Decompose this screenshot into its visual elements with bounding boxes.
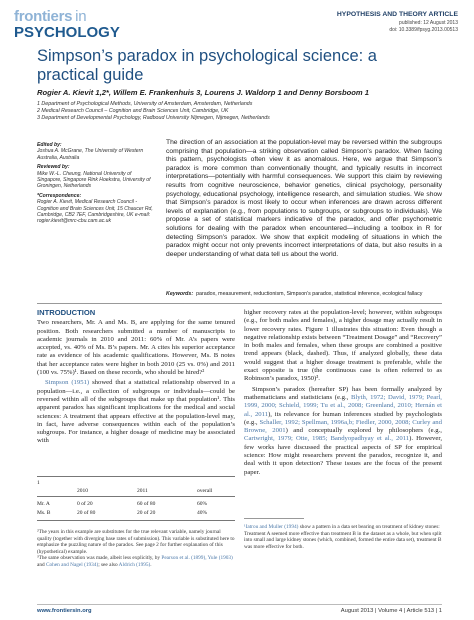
table-row: [37, 508, 235, 517]
reviewed-by-label: Reviewed by:: [37, 164, 70, 171]
body-column-right: [244, 309, 442, 477]
table-cell: Ms. B: [37, 509, 51, 516]
table-cell: 0 of 20: [77, 500, 93, 507]
table-top-rule: [37, 476, 235, 477]
author-list: Rogier A. Kievit 1,2*, Willem E. Frankenhuis 3, Lourens J. Waldorp 1 and Denny Borsboom 1: [37, 88, 370, 97]
table-bottom-rule: [37, 520, 235, 521]
logo-in-text: in: [75, 8, 87, 25]
table-cell: Mr. A: [37, 500, 50, 507]
table-cell: 20 of 80: [77, 509, 96, 516]
paragraph-text: ), its relevance for human inferences studied by psychologists (e.g.,: [244, 410, 442, 426]
intro-paragraph-1: Two researchers, Mr. A and Ms. B, are applying for the same tenured position. Both researchers submitted a number of manuscripts to academic journals in 2010 and 2011: 60% of Mr. A’s papers were accepted, vs. 40% of Ms. B’s papers. Mr. A cites his superior acceptance rate as evidence of his academic qualifications. However, Ms. B notes that her acceptance rates were higher in both 2010 (25 vs. 0%) and 2011 (100 vs. 75%)¹. Based on these records, who should be hired?²: [37, 319, 235, 377]
editorial-sidebar: [37, 139, 155, 227]
affiliation-item: 2 Medical Research Council – Cognition and Brain Sciences Unit, Cambridge, UK: [37, 108, 229, 115]
section-heading-introduction: INTRODUCTION: [37, 308, 96, 317]
journal-name: PSYCHOLOGY: [14, 24, 120, 41]
keywords-label: Keywords:: [166, 291, 194, 297]
affiliation-item: 1 Department of Psychological Methods, University of Amsterdam, Amsterdam, Netherlands: [37, 101, 253, 107]
table-cell: 60%: [197, 500, 208, 507]
logo-brand-text: frontiers: [14, 8, 73, 25]
paragraph-text: Simpson’s paradox (hereafter SP) has been formally analyzed by mathematicians and statisticians (e.g.,: [244, 385, 442, 401]
hiring-table: [37, 476, 235, 521]
table-cell: 60 of 80: [137, 500, 156, 507]
article-type: HYPOTHESIS AND THEORY ARTICLE: [336, 11, 458, 18]
footnote-3: [37, 555, 235, 568]
table-row: [37, 499, 235, 508]
table-cell: 40%: [197, 509, 208, 516]
citation-link[interactable]: Aldrich (1995): [118, 561, 151, 568]
table-cell: 20 of 20: [137, 509, 156, 516]
issue-info: August 2013 | Volume 4 | Article 513 | 1: [340, 608, 442, 614]
affiliation-item: 3 Department of Developmental Psychology, Radboud University Nijmegen, Nijmegen, Netherlands: [37, 115, 270, 122]
table-header-cell: 2010: [77, 488, 88, 494]
citation-link[interactable]: ¹Iatrou and Muller (1994): [244, 524, 299, 530]
abstract: The direction of an association at the population-level may be reversed within the subgroups comprising that population—a striking observation called Simpson’s paradox. When facing this pattern, psychologists often view it as anomalous. Here, we argue that Simpson’s paradox is more common than conventionally thought, and typically results in incorrect interpretations—potentially with harmful consequences. We support this claim by reviewing results from cognitive neuroscience, behavior genetics, clinical psychology, personality psychology, educational psychology, intelligence research, and simulation studies. We show that Simpson’s paradox is most likely to occur when inferences are drawn across different levels of explanation (e.g., from populations to subgroups, or subgroups to individuals). We propose a set of statistical markers indicative of the paradox, and offer psychometric solutions for dealing with the paradox when encountered—including a toolbox in R for detecting Simpson’s paradox. We show that explicit modeling of situations in which the paradox might occur not only prevents incorrect interpretations of data, but also results in a deeper understanding of what data tell us about the world.: [166, 139, 442, 258]
table-header-cell: [37, 488, 77, 494]
table-marker: 1: [37, 480, 40, 486]
doi-link[interactable]: doi: 10.3389/fpsyg.2013.00513: [389, 26, 458, 33]
citation-link[interactable]: Pearson et al. (1899), Yule (1903): [161, 555, 233, 562]
reviewed-by-text: Mike W.-L. Cheung, National University of Singapore, Singapore Rink Hoekstra, University of Groningen, Netherlands: [37, 170, 151, 190]
footer-divider: [37, 604, 442, 605]
footnote-text: ³The same observation was made, albeit less explicitly, by: [37, 555, 162, 562]
intro-paragraph-4: [244, 386, 442, 477]
edited-by-text: Joshua A. McGrane, The University of Western Australia, Australia: [37, 148, 144, 161]
footnote-text: ; see also: [98, 561, 119, 568]
footnote-1: [244, 524, 442, 550]
table-header-cell: overall: [197, 488, 213, 494]
intro-paragraph-2: [37, 379, 235, 445]
table-header-cell: 2011: [137, 488, 148, 494]
citation-link[interactable]: Cohen and Nagel (1934): [45, 561, 99, 568]
paragraph-text: ). However, few works have discussed the practical aspects of SP for empirical science: How might researchers prevent the paradox, recognize it, and deal with it upon detection? These issues are the focus of the present paper.: [244, 435, 442, 476]
citation-link[interactable]: Cartwright, 1979; Otte, 1985; Bandyopadhyay et al., 2011: [244, 435, 410, 443]
footnote-text: and: [37, 561, 46, 568]
citation-link[interactable]: Blyth, 1972; David, 1979; Pearl, 1999, 2000; Schield, 1999; Tu et al., 2008; Greenland, 2010; Hernán et al., 2011: [244, 393, 442, 418]
paragraph-text: ) and conceptually explored by philosophers (e.g.,: [285, 427, 442, 435]
correspondence-text[interactable]: Rogier A. Kievit, Medical Research Council - Cognition and Brain Sciences Unit, 15 Chaucer Rd, Cambridge, CB2 7EF, Cambridgeshire, UK e-mail: rogier.kievit@mrc-cbu.cam.ac.uk: [37, 199, 153, 225]
keywords: [166, 291, 442, 298]
footnote-2: ²The years in this example are substitutes for the true relevant variable, namely journal quality (together with diverging base rates of submission). This variable is substituted here to emphasize the puzzling nature of the paradox. See page 2 for further explanation of this (hypothetical) example.: [37, 529, 235, 555]
article-title: Simpson’s paradox in psychological science: a practical guide: [37, 47, 377, 84]
published-date: published: 12 August 2013: [399, 20, 458, 26]
footnotes-left: [37, 529, 235, 569]
citation-link[interactable]: Simpson (1951): [45, 379, 90, 387]
paragraph-text: showed that a statistical relationship observed in a population—i.e., a collection of subgroups or individuals—could be reversed within all of the subgroups that make up that population¹. This apparent paradox has significant implications for the medical and social sciences: A treatment that appears effective at the population-level may, in fact, have adverse consequences within each of the population’s subgroups. For instance, a higher dosage of medicine may be associated with: [37, 379, 235, 445]
keywords-text: paradox, measurement, reductionism, Simpson’s paradox, statistical inference, ecological fallacy: [196, 291, 423, 297]
affiliations: [37, 101, 270, 123]
correspondence-label: *Correspondence:: [37, 192, 82, 199]
citation-link[interactable]: Schaller, 1992; Spellman, 1996a,b; Fiedler, 2000, 2008; Curley and Browne, 2001: [244, 418, 442, 435]
article-meta: [389, 20, 458, 33]
journal-url-link[interactable]: www.frontiersin.org: [37, 608, 92, 614]
journal-logo: [14, 8, 86, 25]
table-header-row: [37, 488, 235, 497]
footnote-divider: [244, 518, 304, 519]
edited-by-label: Edited by:: [37, 142, 62, 148]
intro-paragraph-3: higher recovery rates at the population-level; however, within subgroups (e.g., for both males and females), a higher dosage may actually result in lower recovery rates. Figure 1 illustrates this situation: Even though a negative relationship exists between “Treatment Dosage” and “Recovery” in both males and females, when these groups are combined a positive trend appears (black, dashed). Thus, if analyzed globally, these data would suggest that a higher dosage treatment is preferable, while the exact opposite is true (the continuous case is often referred to as Robinson’s paradox, 1950)³.: [244, 309, 442, 383]
body-column-left: [37, 309, 235, 446]
footnote-text: .: [150, 561, 152, 568]
section-divider: [37, 303, 442, 304]
footnote-text: show a pattern in a data set bearing on treatment of kidney stones: Treatment A seemed more effective than treatment B in the dataset as a whole, but when split into small and large kidney stones (which, combined, formed the entire data set), treatment B was more effective for both.: [244, 524, 442, 550]
